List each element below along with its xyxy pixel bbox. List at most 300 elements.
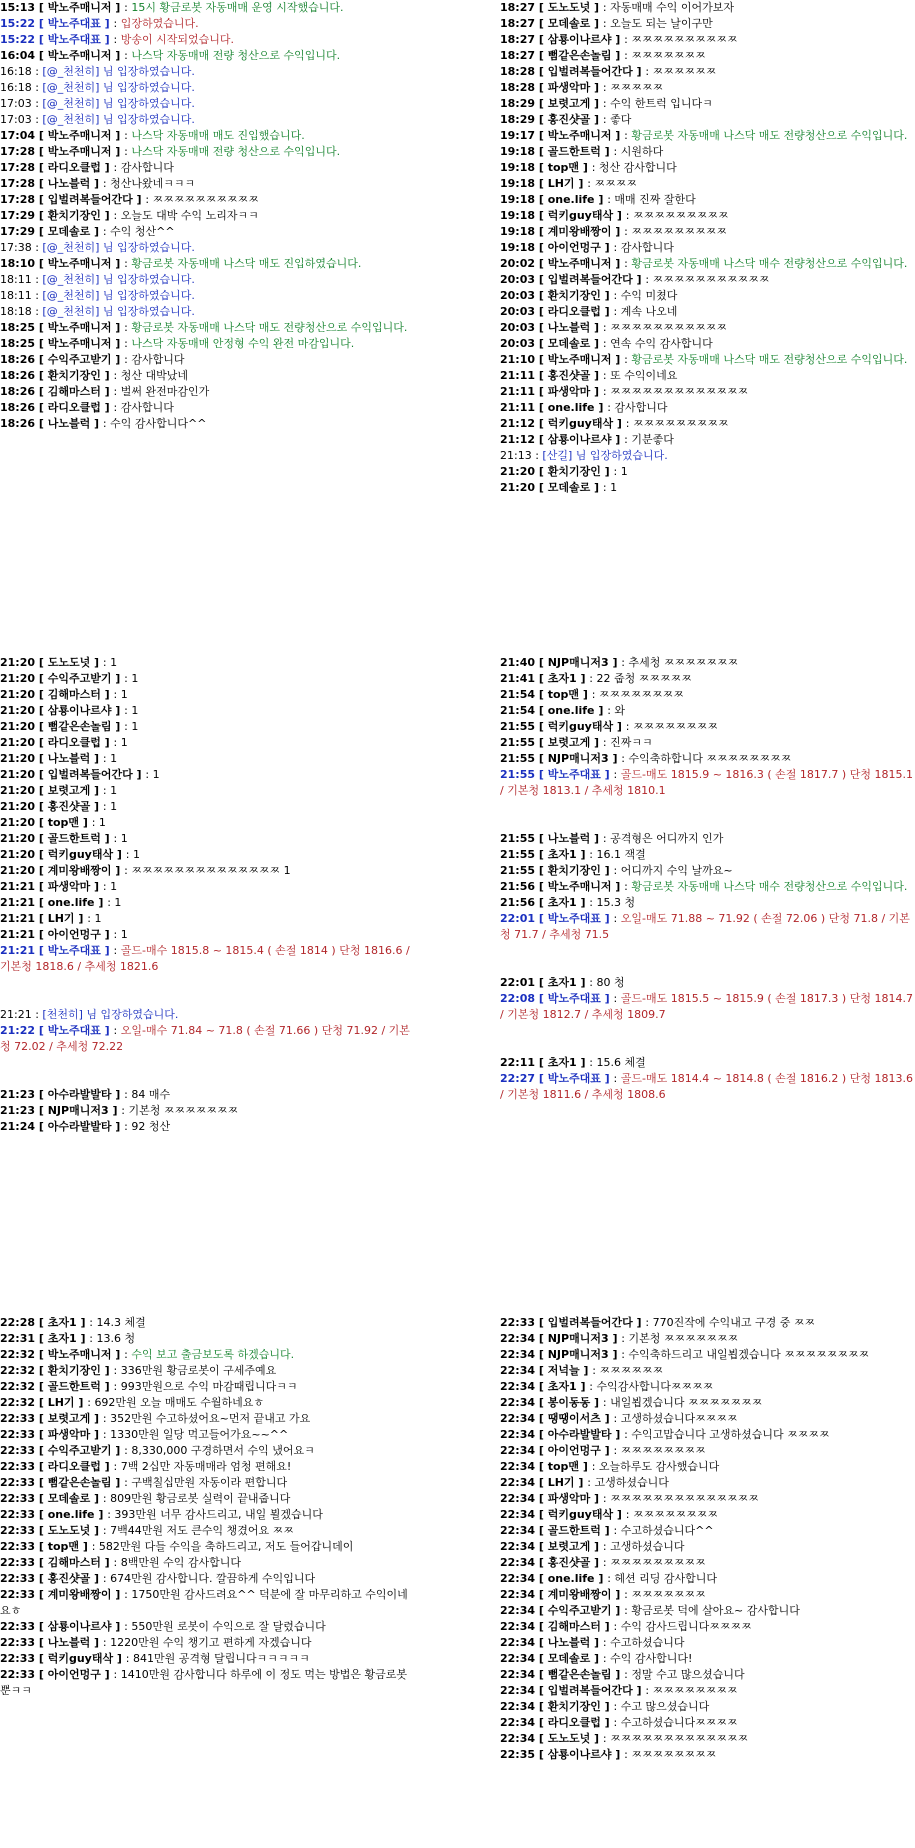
message-text: 청산 대박났네 [120, 369, 188, 382]
message-text: 1330만원 일당 먹고들어가요~~^^ [110, 1428, 289, 1441]
user-name[interactable]: one.life [47, 1508, 95, 1521]
user-name[interactable]: 환치기장인 [547, 1700, 601, 1713]
user-name[interactable]: 입벌려복들어간다 [547, 65, 633, 78]
message-time: 21:20 [0, 768, 36, 781]
user-name[interactable]: 입벌려복들어간다 [547, 1316, 633, 1329]
message-time: 15:22 [0, 33, 36, 46]
user-name[interactable]: 수익주고받기 [47, 672, 112, 685]
user-name[interactable]: 계미왕배짱이 [547, 1588, 612, 1601]
user-name[interactable]: 파생악마 [547, 1492, 591, 1505]
user-name[interactable]: 입벌려복들어간다 [47, 193, 133, 206]
message-time: 22:33 [0, 1572, 36, 1585]
message-time: 19:18 [500, 145, 536, 158]
chat-message: 21:10 [ 박노주매니저 ] : 황금로봇 자동매매 나스닥 매도 전량청산으로 수익입니다. [500, 353, 908, 366]
user-name[interactable]: one.life [47, 896, 95, 909]
user-name[interactable]: 럭키guy태삭 [47, 1652, 114, 1665]
user-name[interactable]: NJP매니저3 [547, 1348, 609, 1361]
message-time: 21:56 [500, 896, 536, 909]
message-text: 정말 수고 많으셨습니다 [631, 1668, 745, 1681]
user-name[interactable]: one.life [547, 193, 595, 206]
user-name[interactable]: top맨 [547, 688, 580, 701]
message-time: 18:29 [500, 113, 536, 126]
message-text: 수익 감사합니다^^ [110, 417, 207, 430]
user-name[interactable]: 환치기장인 [547, 864, 601, 877]
user-name[interactable]: 보렷고게 [547, 1540, 591, 1553]
user-name[interactable]: 도노도넛 [547, 1732, 591, 1745]
chat-message: 22:34 [ top맨 ] : 오늘하루도 감사했습니다 [500, 1460, 720, 1473]
user-name[interactable]: 환치기장인 [47, 369, 101, 382]
user-name[interactable]: 김해마스터 [47, 688, 101, 701]
message-time: 21:22 [0, 1024, 36, 1037]
user-name[interactable]: 박노주매니저 [547, 880, 612, 893]
user-name[interactable]: 뻠같은손놀림 [547, 1668, 612, 1681]
message-time: 17:03 [0, 97, 32, 110]
user-name[interactable]: one.life [547, 401, 595, 414]
message-time: 22:35 [500, 1748, 536, 1761]
user-name[interactable]: 계미왕배짱이 [47, 1588, 112, 1601]
message-time: 20:02 [500, 257, 536, 270]
user-name[interactable]: 럭키guy태삭 [547, 417, 614, 430]
chat-message: 22:33 [ 럭키guy태삭 ] : 841만원 공격형 달립니다ㅋㅋㅋㅋㅋ [0, 1652, 310, 1665]
user-name[interactable]: top맨 [547, 1460, 580, 1473]
message-text: ㅉㅉㅉㅉㅉㅉㅉㅉ [620, 1444, 706, 1457]
user-name[interactable]: 럭키guy태삭 [547, 1508, 614, 1521]
user-name[interactable]: one.life [547, 1572, 595, 1585]
user-name[interactable]: 환치기장인 [47, 209, 101, 222]
chat-message: 22:34 [ one.life ] : 헤션 리딩 감사합니다 [500, 1572, 718, 1585]
user-name[interactable]: 보렷고게 [47, 784, 91, 797]
user-name[interactable]: 나노블럭 [47, 752, 91, 765]
user-name[interactable]: 아수라발발타 [47, 1120, 112, 1133]
user-name[interactable]: 수익주고받기 [47, 1444, 112, 1457]
message-text: 770진작에 수익내고 구경 중 ㅉㅉ [652, 1316, 816, 1329]
message-time: 21:21 [0, 896, 36, 909]
user-name[interactable]: 박노주대표 [47, 1024, 101, 1037]
user-name[interactable]: 골드한트럭 [547, 1524, 601, 1537]
message-time: 22:34 [500, 1636, 536, 1649]
user-name[interactable]: 홍진샷골 [547, 369, 591, 382]
user-name[interactable]: 나노블럭 [47, 417, 91, 430]
user-name[interactable]: NJP매니저3 [47, 1104, 109, 1117]
chat-message: 22:31 [ 초자1 ] : 13.6 청 [0, 1332, 136, 1345]
message-text: 393만원 너무 감사드리고, 내일 뵐겠습니다 [114, 1508, 323, 1521]
user-name[interactable]: 홍진샷골 [47, 1572, 91, 1585]
user-name[interactable]: 럭키guy태삭 [547, 209, 614, 222]
message-text: 시원하다 [620, 145, 664, 158]
chat-message: 22:33 [ 도노도넛 ] : 7백44만원 저도 큰수익 챙겼어요 ㅉㅉ [0, 1524, 294, 1537]
user-name[interactable]: NJP매니저3 [547, 752, 609, 765]
message-time: 22:34 [500, 1556, 536, 1569]
user-name[interactable]: 럭키guy태삭 [547, 720, 614, 733]
user-name[interactable]: 환치기장인 [547, 289, 601, 302]
message-time: 18:26 [0, 401, 36, 414]
user-name[interactable]: 보렷고게 [47, 1412, 91, 1425]
user-name[interactable]: 계미왕배짱이 [547, 225, 612, 238]
user-name[interactable]: 김해마스터 [47, 1556, 101, 1569]
user-name[interactable]: 환치기장인 [47, 1364, 101, 1377]
message-text: 자동매매 수익 이어가보자 [610, 1, 734, 14]
user-name[interactable]: NJP매니저3 [547, 656, 609, 669]
chat-message: 22:33 [ top맨 ] : 582만원 다들 수익을 축하드리고, 저도 들어갑니데이 [0, 1540, 354, 1553]
message-text: 1 [110, 880, 118, 893]
user-name[interactable]: 나노블럭 [47, 1636, 91, 1649]
chat-message: 22:33 [ 모데솔로 ] : 809만원 황금로봇 실력이 끝내줍니다 [0, 1492, 291, 1505]
user-name[interactable]: 박노주대표 [47, 17, 101, 30]
message-text: 수익고맙습니다 고생하셨습니다 ㅉㅉㅉㅉ [631, 1428, 830, 1441]
message-text: 수고하셨습니다 [610, 1636, 685, 1649]
user-name[interactable]: 삼룡이나르샤 [547, 433, 612, 446]
message-time: 21:20 [0, 784, 36, 797]
chat-message: 17:04 [ 박노주매니저 ] : 나스닥 자동매매 매도 진입했습니다. [0, 129, 305, 142]
message-text: 1 [131, 720, 139, 733]
message-text: 수익 한트럭 입니다ㅋ [610, 97, 713, 110]
message-time: 18:11 [0, 289, 32, 302]
user-name[interactable]: 박노주매니저 [47, 49, 112, 62]
chat-message: 22:33 [ one.life ] : 393만원 너무 감사드리고, 내일 뵐겠습니다 [0, 1508, 323, 1521]
chat-message: 21:20 [ 럭키guy태삭 ] : 1 [0, 848, 140, 861]
message-text: 993만원으로 수익 마감때립니다ㅋㅋ [120, 1380, 298, 1393]
message-time: 22:34 [500, 1668, 536, 1681]
user-name[interactable]: 골드한트럭 [47, 832, 101, 845]
message-time: 19:17 [500, 129, 536, 142]
message-time: 21:40 [500, 656, 536, 669]
message-time: 21:20 [0, 800, 36, 813]
message-time: 22:33 [0, 1588, 36, 1601]
message-time: 22:34 [500, 1524, 536, 1537]
spacer [0, 975, 415, 991]
user-name[interactable]: 초자1 [547, 672, 577, 685]
message-text: 1 [98, 816, 106, 829]
user-name[interactable]: top맨 [47, 816, 80, 829]
message-text: 계속 나오네 [620, 305, 678, 318]
chat-message: 22:33 [ 계미왕배짱이 ] : 1750만원 감사드려요^^ 덕분에 잘 마무리하고 수익이네요ㅎ [0, 1588, 408, 1617]
user-name[interactable]: 아이언멍구 [547, 241, 601, 254]
message-text: 수고하셨습니다^^ [620, 1524, 714, 1537]
spacer [500, 1039, 915, 1055]
user-name[interactable]: 박노주매니저 [47, 1348, 112, 1361]
system-message: 21:21 : [천천히] 님 입장하였습니다. [0, 1008, 179, 1021]
user-name[interactable]: 나노블럭 [547, 321, 591, 334]
message-text: 22 줍청 ㅉㅉㅉㅉㅉ [596, 672, 692, 685]
user-name[interactable]: 모데솔로 [547, 17, 591, 30]
user-name[interactable]: 수익주고받기 [547, 1604, 612, 1617]
user-name[interactable]: 수익주고받기 [47, 353, 112, 366]
message-text: 674만원 감사합니다. 깔끔하게 수익입니다 [110, 1572, 316, 1585]
chat-message: 21:56 [ 박노주매니저 ] : 황금로봇 자동매매 나스닥 매수 전량청산으로 수익입니다. [500, 880, 908, 893]
user-name[interactable]: 홍진샷골 [547, 113, 591, 126]
message-time: 22:33 [0, 1412, 36, 1425]
user-name[interactable]: 모데솔로 [47, 225, 91, 238]
user-name[interactable]: 뻠같은손놀림 [47, 720, 112, 733]
user-name[interactable]: 모데솔로 [547, 481, 591, 494]
chat-message: 21:20 [ 골드한트럭 ] : 1 [0, 832, 128, 845]
message-text: 13.6 청 [96, 1332, 136, 1345]
chat-message: 17:28 [ 라디오클럽 ] : 감사합니다 [0, 161, 174, 174]
user-name[interactable]: 뻠같은손놀림 [547, 49, 612, 62]
message-time: 19:18 [500, 161, 536, 174]
user-name[interactable]: 계미왕배짱이 [47, 864, 112, 877]
user-name[interactable]: 삼룡이나르샤 [47, 1620, 112, 1633]
user-name[interactable]: 아수라발발타 [47, 1088, 112, 1101]
message-time: 21:12 [500, 433, 536, 446]
message-text: 와 [614, 704, 626, 717]
chat-message: 19:17 [ 박노주매니저 ] : 황금로봇 자동매매 나스닥 매도 전량청산으로 수익입니다. [500, 129, 908, 142]
chat-message: 17:28 [ 나노블럭 ] : 청산나왔네ㅋㅋㅋ [0, 177, 196, 190]
user-name[interactable]: 박노주매니저 [47, 321, 112, 334]
user-name[interactable]: 아이언멍구 [47, 928, 101, 941]
chat-message: 22:34 [ 봉이동동 ] : 내일뵙겠습니다 ㅉㅉㅉㅉㅉㅉㅉ [500, 1396, 763, 1409]
message-time: 21:20 [500, 481, 536, 494]
message-text: 84 매수 [131, 1088, 171, 1101]
chat-message: 19:18 [ LH기 ] : ㅉㅉㅉㅉ [500, 177, 637, 190]
chat-message: 21:23 [ NJP매니저3 ] : 기본청 ㅉㅉㅉㅉㅉㅉㅉ [0, 1104, 239, 1117]
message-text: 1 [131, 704, 139, 717]
user-name[interactable]: 박노주대표 [47, 944, 101, 957]
message-text: 692만원 오늘 매매도 수월하네요ㅎ [94, 1396, 265, 1409]
chat-message: 19:18 [ one.life ] : 매매 진짜 잘한다 [500, 193, 696, 206]
user-name[interactable]: 박노주매니저 [47, 145, 112, 158]
user-name[interactable]: 나노블럭 [547, 832, 591, 845]
message-text: ㅉㅉㅉㅉㅉㅉㅉㅉ [632, 720, 718, 733]
chat-message: 21:56 [ 초자1 ] : 15.3 청 [500, 896, 636, 909]
chat-message: 22:32 [ 골드한트럭 ] : 993만원으로 수익 마감때립니다ㅋㅋ [0, 1380, 298, 1393]
message-time: 21:56 [500, 880, 536, 893]
chat-message: 21:21 [ 아이언멍구 ] : 1 [0, 928, 128, 941]
message-text: ㅉㅉㅉㅉㅉㅉㅉㅉㅉㅉㅉㅉㅉ [610, 385, 749, 398]
message-time: 18:26 [0, 369, 36, 382]
chat-message: 20:03 [ 환치기장인 ] : 수익 미쳤다 [500, 289, 678, 302]
message-time: 17:28 [0, 161, 36, 174]
user-name[interactable]: 박노주대표 [547, 992, 601, 1005]
user-name[interactable]: 파생악마 [547, 385, 591, 398]
message-text: 8,330,000 구경하면서 수익 냈어요ㅋ [131, 1444, 315, 1457]
user-name[interactable]: 삼룡이나르샤 [547, 1748, 612, 1761]
user-name[interactable]: 입벌려복들어간다 [547, 1684, 633, 1697]
message-time: 22:11 [500, 1056, 536, 1069]
user-name[interactable]: 초자1 [47, 1332, 77, 1345]
message-text: 수익 미쳤다 [620, 289, 678, 302]
message-time: 21:55 [500, 736, 536, 749]
message-text: 기분좋다 [631, 433, 674, 446]
message-time: 22:33 [0, 1476, 36, 1489]
user-name[interactable]: 라디오클럽 [47, 161, 101, 174]
user-name[interactable]: 도노도넛 [47, 1524, 91, 1537]
user-name[interactable]: 입벌려복들어간다 [47, 768, 133, 781]
user-name[interactable]: 저넉늘 [547, 1364, 580, 1377]
user-name[interactable]: 박노주매니저 [547, 353, 612, 366]
chat-message: 21:20 [ 홍진샷골 ] : 1 [0, 800, 118, 813]
user-name[interactable]: 박노주매니저 [47, 257, 112, 270]
message-text: 1750만원 감사드려요^^ 덕분에 잘 마무리하고 수익이네요ㅎ [0, 1588, 408, 1617]
user-name[interactable]: 초자1 [547, 848, 577, 861]
message-text: 80 청 [596, 976, 625, 989]
chat-message: 21:20 [ 라디오클럽 ] : 1 [0, 736, 128, 749]
user-name[interactable]: 모데솔로 [547, 1652, 591, 1665]
user-name[interactable]: 보렷고게 [547, 736, 591, 749]
user-name[interactable]: 삼룡이나르샤 [547, 33, 612, 46]
user-name[interactable]: 환치기장인 [547, 465, 601, 478]
message-time: 17:28 [0, 177, 36, 190]
user-name[interactable]: 아수라발발타 [547, 1428, 612, 1441]
user-name[interactable]: 홍진샷골 [547, 1556, 591, 1569]
message-text: ㅉㅉㅉㅉㅉㅉㅉㅉㅉㅉㅉㅉㅉ [610, 1732, 749, 1745]
message-time: 18:27 [500, 17, 536, 30]
spacer [500, 1023, 915, 1039]
chat-message: 17:28 [ 박노주매니저 ] : 나스닥 자동매매 전량 청산으로 수익입니다. [0, 145, 341, 158]
user-name[interactable]: 박노주매니저 [47, 337, 112, 350]
message-time: 22:33 [0, 1668, 36, 1681]
message-text: 1 [110, 784, 118, 797]
user-name[interactable]: 라디오클럽 [47, 736, 101, 749]
message-text: ㅉㅉㅉㅉㅉㅉㅉ [631, 1588, 706, 1601]
user-name[interactable]: 골드한트럭 [47, 1380, 101, 1393]
message-time: 21:55 [500, 768, 536, 781]
message-text: ㅉㅉㅉㅉ [594, 177, 637, 190]
user-name[interactable]: 파생악마 [47, 880, 91, 893]
message-time: 20:03 [500, 337, 536, 350]
message-time: 19:18 [500, 241, 536, 254]
message-time: 22:34 [500, 1508, 536, 1521]
user-name[interactable]: 초자1 [547, 1056, 577, 1069]
message-time: 21:20 [0, 752, 36, 765]
user-name[interactable]: LH기 [547, 1476, 575, 1489]
message-time: 21:20 [0, 832, 36, 845]
user-name[interactable]: 박노주대표 [47, 33, 101, 46]
chat-message: 20:03 [ 모데솔로 ] : 연속 수익 감사합니다 [500, 337, 713, 350]
message-time: 22:01 [500, 976, 536, 989]
user-name[interactable]: 삼룡이나르샤 [47, 704, 112, 717]
message-text: 입장하였습니다. [120, 17, 199, 30]
chat-message: 22:34 [ LH기 ] : 고생하셨습니다 [500, 1476, 669, 1489]
message-time: 21:21 [0, 944, 36, 957]
message-time: 22:33 [0, 1636, 36, 1649]
chat-message: 21:20 [ top맨 ] : 1 [0, 816, 106, 829]
user-name[interactable]: LH기 [47, 912, 75, 925]
chat-message: 22:33 [ 보렷고게 ] : 352만원 수고하셨어요~먼저 끝내고 가요 [0, 1412, 311, 1425]
user-name[interactable]: 박노주대표 [547, 912, 601, 925]
user-name[interactable]: 도노도넛 [47, 656, 91, 669]
user-name[interactable]: 뻠같은손놀림 [47, 1476, 112, 1489]
message-time: 22:34 [500, 1604, 536, 1617]
user-name[interactable]: top맨 [47, 1540, 80, 1553]
message-text: 7백44만원 저도 큰수익 챙겼어요 ㅉㅉ [110, 1524, 294, 1537]
chat-message: 21:54 [ one.life ] : 와 [500, 704, 626, 717]
user-name[interactable]: top맨 [547, 161, 580, 174]
spacer [500, 799, 915, 815]
message-time: 22:33 [0, 1492, 36, 1505]
user-name[interactable]: 김해마스터 [47, 385, 101, 398]
user-name[interactable]: NJP매니저3 [547, 1332, 609, 1345]
user-name[interactable]: 모데솔로 [47, 1492, 91, 1505]
chat-log-panel-6 [500, 1315, 915, 1848]
user-name[interactable]: 박노주매니저 [47, 129, 112, 142]
chat-message: 21:20 [ 환치기장인 ] : 1 [500, 465, 628, 478]
message-time: 16:18 [0, 65, 32, 78]
user-name[interactable]: 모데솔로 [547, 337, 591, 350]
message-time: 21:55 [500, 720, 536, 733]
chat-message: 21:55 [ 보렷고게 ] : 진짜ㅋㅋ [500, 736, 653, 749]
chat-message: 21:55 [ 나노블럭 ] : 공격형은 어디까지 인가 [500, 832, 724, 845]
user-name[interactable]: 박노주대표 [547, 768, 601, 781]
message-time: 22:34 [500, 1428, 536, 1441]
user-name[interactable]: 아이언멍구 [547, 1444, 601, 1457]
user-name[interactable]: 보렷고게 [547, 97, 591, 110]
user-name[interactable]: 파생악마 [547, 81, 591, 94]
message-text: 15시 황금로봇 자동매매 운영 시작했습니다. [131, 1, 344, 14]
user-name[interactable]: 나노블럭 [47, 177, 91, 190]
user-name[interactable]: LH기 [47, 1396, 75, 1409]
user-name[interactable]: 초자1 [47, 1316, 77, 1329]
user-name[interactable]: 럭키guy태삭 [47, 848, 114, 861]
user-name[interactable]: 김해마스터 [547, 1620, 601, 1633]
user-name[interactable]: 도노도넛 [547, 1, 591, 14]
system-message: 21:13 : [산길] 님 입장하였습니다. [500, 449, 668, 462]
chat-message: 21:55 [ 환치기장인 ] : 어디까지 수익 날까요~ [500, 864, 733, 877]
system-message: 16:18 : [@_천천히] 님 입장하였습니다. [0, 81, 195, 94]
user-name[interactable]: 박노주매니저 [547, 257, 612, 270]
message-text: 오일-매도 71.88 ~ 71.92 ( 손절 72.06 ) 단청 71.8 / 기본청 71.7 / 추세청 71.5 [500, 912, 910, 941]
user-name[interactable]: 라디오클럽 [47, 1460, 101, 1473]
message-text: 수익 보고 출금보도록 하겠습니다. [131, 1348, 295, 1361]
system-text: [@_천천히] 님 입장하였습니다. [42, 241, 195, 254]
chat-message: 21:20 [ 삼룡이나르샤 ] : 1 [0, 704, 139, 717]
user-name[interactable]: 입벌려복들어간다 [547, 273, 633, 286]
user-name[interactable]: LH기 [547, 177, 575, 190]
user-name[interactable]: 라디오클럽 [547, 305, 601, 318]
chat-message: 15:13 [ 박노주매니저 ] : 15시 황금로봇 자동매매 운영 시작했습니다. [0, 1, 344, 14]
user-name[interactable]: 나노블럭 [547, 1636, 591, 1649]
message-time: 21:55 [500, 848, 536, 861]
message-time: 17:28 [0, 193, 36, 206]
system-text: [@_천천히] 님 입장하였습니다. [42, 273, 195, 286]
user-name[interactable]: 박노주매니저 [547, 129, 612, 142]
user-name[interactable]: 초자1 [547, 896, 577, 909]
message-text: ㅉㅉㅉㅉㅉㅉㅉㅉㅉ [631, 225, 727, 238]
chat-message: 21:55 [ 초자1 ] : 16.1 잭결 [500, 848, 646, 861]
message-time: 22:34 [500, 1732, 536, 1745]
message-time: 21:11 [500, 385, 536, 398]
user-name[interactable]: 라디오클럽 [47, 401, 101, 414]
user-name[interactable]: 땡땡이서츠 [547, 1412, 601, 1425]
chat-message: 21:11 [ 홍진샷골 ] : 또 수익이네요 [500, 369, 678, 382]
user-name[interactable]: 라디오클럽 [547, 1716, 601, 1729]
chat-message: 22:34 [ 아수라발발타 ] : 수익고맙습니다 고생하셨습니다 ㅉㅉㅉㅉ [500, 1428, 830, 1441]
user-name[interactable]: 홍진샷골 [47, 800, 91, 813]
user-name[interactable]: 박노주대표 [547, 1072, 601, 1085]
user-name[interactable]: 박노주매니저 [47, 1, 112, 14]
user-name[interactable]: 초자1 [547, 1380, 577, 1393]
user-name[interactable]: 아이언멍구 [47, 1668, 101, 1681]
chat-message: 22:33 [ 김해마스터 ] : 8백만원 수익 감사합니다 [0, 1556, 241, 1569]
chat-message: 17:28 [ 입벌려복들어간다 ] : ㅉㅉㅉㅉㅉㅉㅉㅉㅉㅉ [0, 193, 259, 206]
chat-message: 15:22 [ 박노주대표 ] : 입장하였습니다. [0, 17, 199, 30]
chat-message: 21:55 [ 럭키guy태삭 ] : ㅉㅉㅉㅉㅉㅉㅉㅉ [500, 720, 718, 733]
message-time: 21:55 [500, 864, 536, 877]
user-name[interactable]: 파생악마 [47, 1428, 91, 1441]
user-name[interactable]: 봉이동동 [547, 1396, 591, 1409]
message-text: 1 [120, 736, 128, 749]
user-name[interactable]: 골드한트럭 [547, 145, 601, 158]
spacer [0, 991, 415, 1007]
message-time: 22:33 [0, 1620, 36, 1633]
message-text: 또 수익이네요 [610, 369, 678, 382]
user-name[interactable]: 초자1 [547, 976, 577, 989]
chat-message: 16:04 [ 박노주매니저 ] : 나스닥 자동매매 전량 청산으로 수익입니다. [0, 49, 341, 62]
user-name[interactable]: one.life [547, 704, 595, 717]
message-text: ㅉㅉㅉㅉㅉㅉㅉㅉㅉㅉ [631, 33, 738, 46]
message-text: 1 [114, 896, 122, 909]
message-time: 21:21 [0, 1008, 32, 1021]
